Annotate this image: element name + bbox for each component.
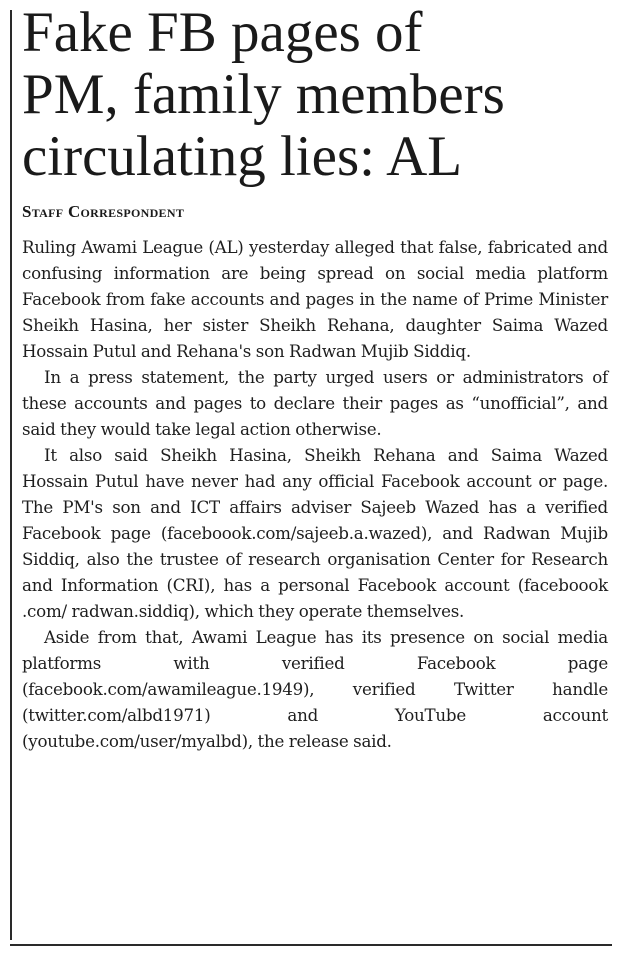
byline: Staff Correspondent xyxy=(22,202,185,221)
paragraph: In a press statement, the party urged users or administrators of these accounts and pages to declare their pages as “unofficial”, and said they would take legal action otherwise. xyxy=(22,367,608,439)
paragraph: Aside from that, Awami League has its presence on social media platforms with verified Facebook page (facebook.com/awamileague.1949), verified Twitter handle (twitter.com/albd1971) and YouTube account (youtube.com/user/myalbd), the release said. xyxy=(22,627,608,751)
article-body xyxy=(22,234,608,754)
news-article xyxy=(22,2,608,754)
headline-line: PM, family members xyxy=(22,63,505,126)
column-rule-bottom xyxy=(10,944,612,946)
paragraph: Ruling Awami League (AL) yesterday alleged that false, fabricated and confusing information are being spread on social media platform Facebook from fake accounts and pages in the name of Prime Minister Sheikh Hasina, her sister Sheikh Rehana, daughter Saima Wazed Hossain Putul and Rehana's son Radwan Mujib Siddiq. xyxy=(22,237,608,361)
paragraph: It also said Sheikh Hasina, Sheikh Rehana and Saima Wazed Hossain Putul have never had any official Facebook account or page. The PM's son and ICT affairs adviser Sajeeb Wazed has a verified Facebook page (faceboook.com/sajeeb.a.wazed), and Radwan Mujib Siddiq, also the trustee of research organisation Center for Research and Information (CRI), has a personal Facebook account (faceboook .com/ radwan.siddiq), which they operate themselves. xyxy=(22,445,608,621)
headline xyxy=(22,2,608,188)
headline-line: Fake FB pages of xyxy=(22,1,423,64)
headline-line: circulating lies: AL xyxy=(22,125,463,188)
column-rule-left xyxy=(10,10,12,940)
